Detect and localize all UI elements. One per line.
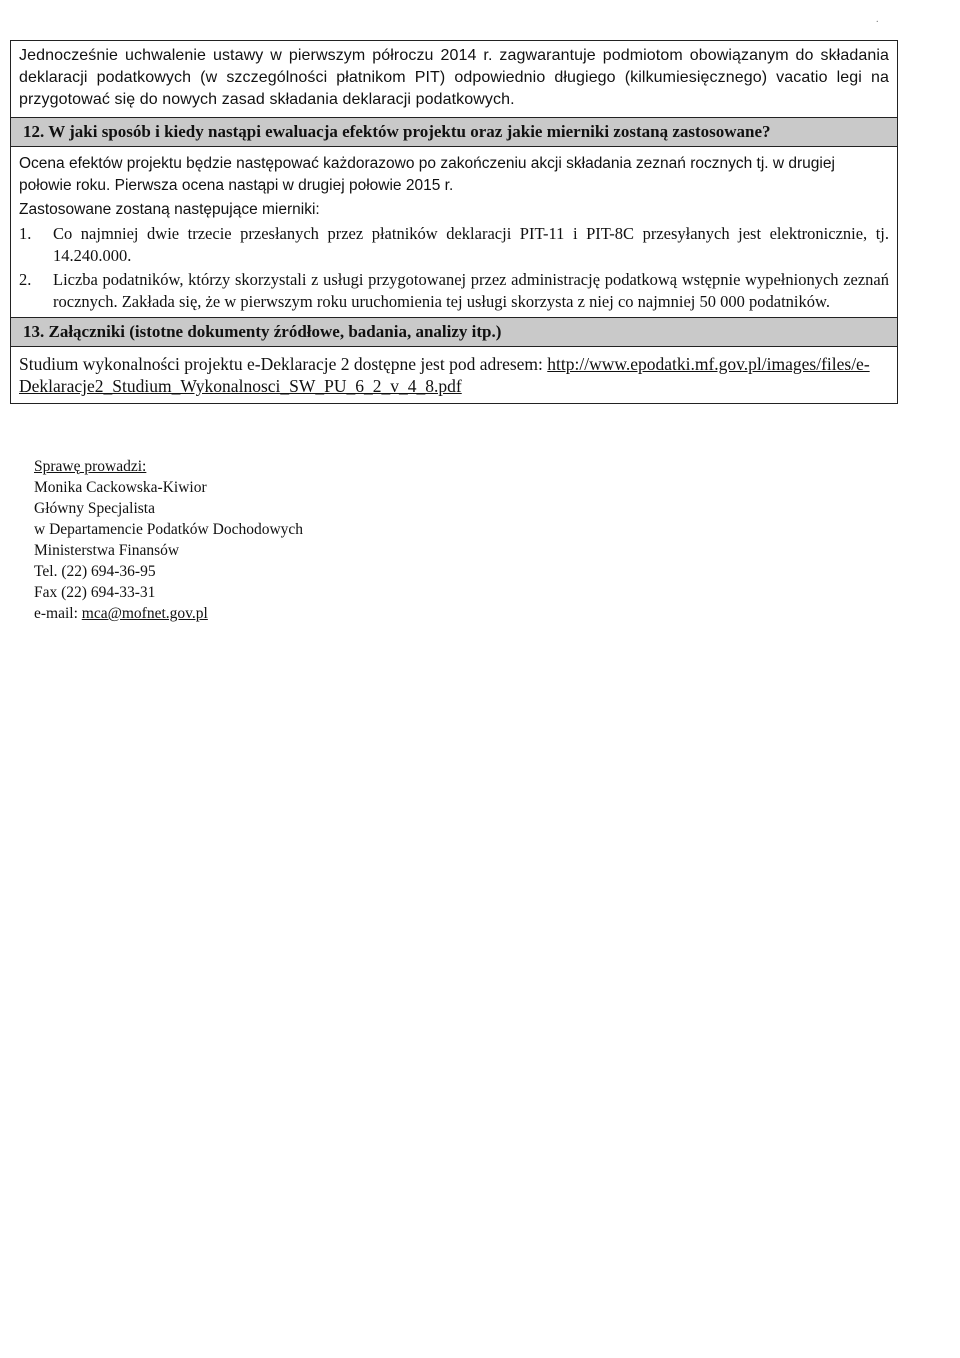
section-12-paragraph-1: Ocena efektów projektu będzie następować każdorazowo po zakończeniu akcji składania zeznań rocznych tj. w drugiej połowie roku. Pierwsza ocena nastąpi w drugiej połowie 2015 r. bbox=[19, 155, 835, 194]
section-12-body bbox=[11, 147, 897, 317]
section-13-heading: 13. Załączniki (istotne dokumenty źródłowe, badania, analizy itp.) bbox=[11, 317, 897, 347]
section-13-body bbox=[11, 347, 897, 403]
contact-fax: Fax (22) 694-33-31 bbox=[34, 584, 156, 601]
section-13-text: Studium wykonalności projektu e-Deklaracje 2 dostępne jest pod adresem: bbox=[19, 354, 543, 374]
contact-email-link[interactable]: mca@mofnet.gov.pl bbox=[81, 605, 208, 622]
contact-tel: Tel. (22) 694-36-95 bbox=[34, 563, 156, 580]
list-item-number: 1. bbox=[19, 224, 32, 243]
scan-mark: . bbox=[876, 14, 879, 25]
feasibility-study-link[interactable]: http://www.epodatki.mf.gov.pl/images/files/e-Deklaracje2_Studium_Wykonalnosci_SW_PU_6_2_v_4_8.pdf bbox=[19, 354, 870, 396]
metrics-list bbox=[19, 223, 889, 313]
contact-ministry: Ministerstwa Finansów bbox=[34, 542, 180, 559]
contact-label: Sprawę prowadzi: bbox=[34, 458, 147, 475]
list-item-text: Co najmniej dwie trzecie przesłanych przez płatników deklaracji PIT-11 i PIT-8C przesyłanych jest elektronicznie, tj. 14.240.000. bbox=[53, 224, 889, 265]
list-item-text: Liczba podatników, którzy skorzystali z usługi przygotowanej przez administrację podatkową wstępnie wypełnionych zeznań rocznych. Zakłada się, że w pierwszym roku uruchomienia tej usługi skorzysta z niej co najmniej 50 000 podatników. bbox=[53, 270, 889, 311]
contact-block bbox=[34, 456, 303, 624]
section-12-heading: 12. W jaki sposób i kiedy nastąpi ewaluacja efektów projektu oraz jakie mierniki zostaną zastosowane? bbox=[11, 117, 897, 147]
intro-paragraph: Jednocześnie uchwalenie ustawy w pierwszym półroczu 2014 r. zagwarantuje podmiotom obowiązanym do składania deklaracji podatkowych (w szczególności płatnikom PIT) odpowiednio długiego (kilkumiesięcznego) vacatio legi na przygotować się do nowych zasad składania deklaracji podatkowych. bbox=[19, 47, 889, 108]
list-item-number: 2. bbox=[19, 270, 32, 289]
contact-email-row bbox=[34, 603, 303, 624]
contact-email-label: e-mail: bbox=[34, 605, 78, 622]
contact-position: Główny Specjalista bbox=[34, 500, 155, 517]
list-item bbox=[19, 223, 889, 267]
list-item bbox=[19, 269, 889, 313]
form-table bbox=[10, 40, 898, 404]
section-12-paragraph-2: Zastosowane zostaną następujące mierniki: bbox=[19, 201, 320, 218]
contact-department: w Departamencie Podatków Dochodowych bbox=[34, 521, 304, 538]
contact-name: Monika Cackowska-Kiwior bbox=[34, 479, 207, 496]
